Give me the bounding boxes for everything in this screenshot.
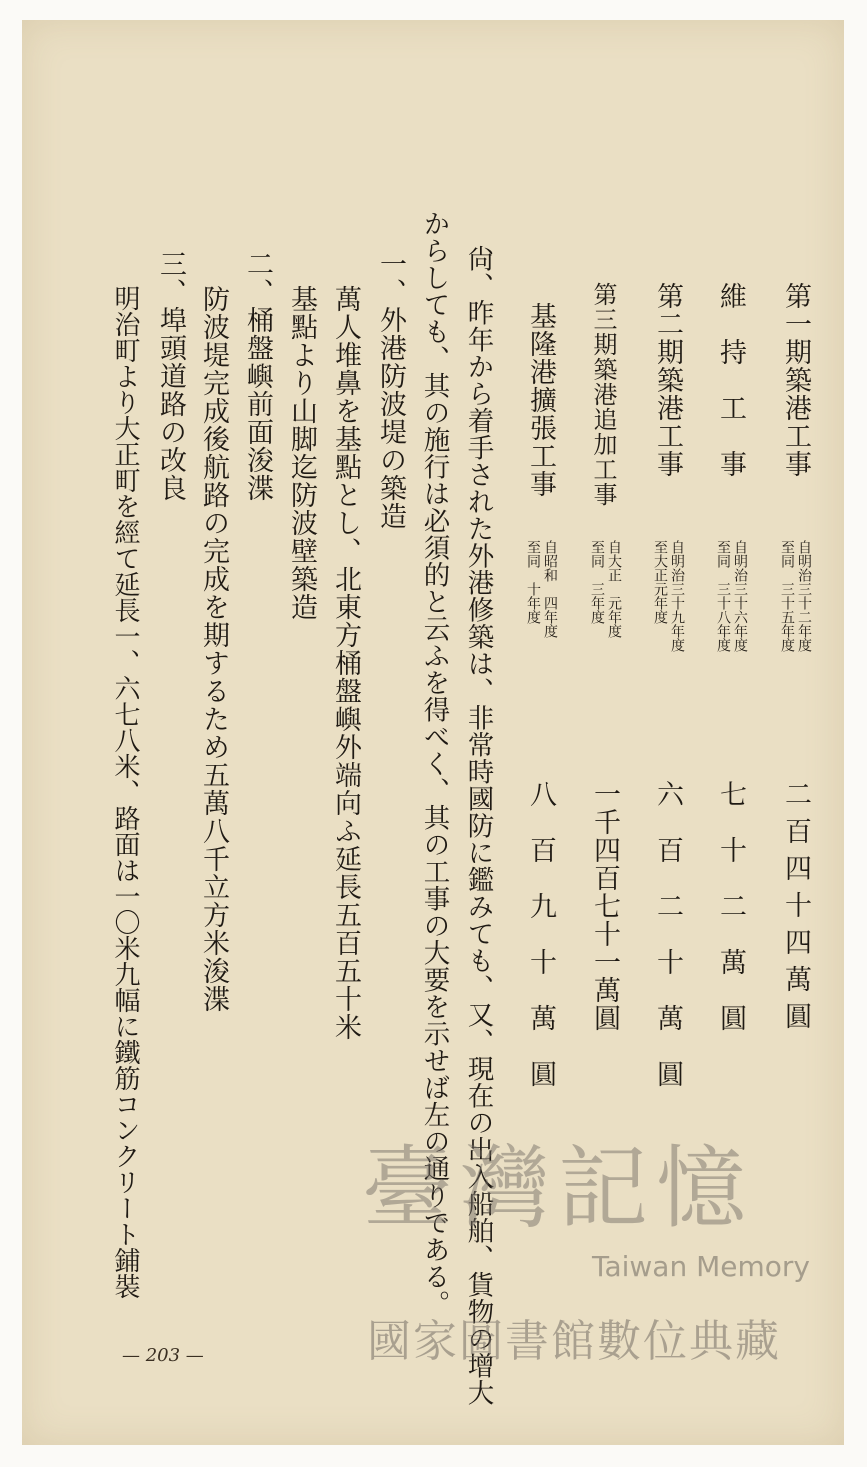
table-row-2-name: 維 持 工 事 bbox=[715, 282, 746, 478]
paragraph-line-2: からしても、其の施行は必須的と云ふを得べく、其の工事の大要を示せば左の通りである。 bbox=[418, 210, 450, 1317]
page-number: — 203 — bbox=[122, 1345, 204, 1366]
paragraph-line-1: 尙、昨年から着手された外港修築は、非常時國防に鑑みても、又、現在の出入船舶、貨物の增大 bbox=[462, 245, 494, 1406]
table-row-5-amount: 八 百 九 十 萬 圓 bbox=[525, 780, 556, 1088]
table-row-3-name: 第二期築港工事 bbox=[652, 282, 683, 478]
item-1-body-line-1: 萬人堆鼻を基點とし、北東方桶盤嶼外端向ふ延長五百五十米 bbox=[330, 285, 361, 1041]
table-row-3-period-from: 自明治三十九年度 bbox=[669, 540, 685, 652]
table-row-1-amount: 二百四十四萬圓 bbox=[780, 780, 811, 1039]
item-2-body-line-1: 防波堤完成後航路の完成を期するため五萬八千立方米浚渫 bbox=[198, 285, 229, 1013]
table-row-2-period-to: 至同 三十八年度 bbox=[715, 540, 731, 652]
table-row-2-amount: 七 十 二 萬 圓 bbox=[715, 780, 746, 1032]
watermark-calligraphy: 臺灣記憶 bbox=[362, 1136, 754, 1241]
table-row-5-period-from: 自昭和 四年度 bbox=[542, 540, 558, 638]
table-row-1-period-to: 至同 三十五年度 bbox=[779, 540, 795, 652]
item-1-heading: 一、外港防波堤の築造 bbox=[375, 250, 406, 530]
table-row-2-period-from: 自明治三十六年度 bbox=[732, 540, 748, 652]
item-3-body-line-1: 明治町より大正町を經て延長一、六七八米、路面は一〇米九幅に鐵筋コンクリート鋪裝 bbox=[110, 285, 140, 1299]
table-row-4-amount: 一千四百七十一萬圓 bbox=[589, 780, 620, 1032]
table-row-5-period-to: 至同 十年度 bbox=[525, 540, 541, 624]
table-row-5-name: 基隆港擴張工事 bbox=[525, 302, 556, 498]
table-row-4-period-from: 自大正 元年度 bbox=[606, 540, 622, 638]
table-row-1-period-from: 自明治三十二年度 bbox=[796, 540, 812, 652]
table-row-3-period-to: 至大正元年度 bbox=[652, 540, 668, 624]
table-row-1-name: 第一期築港工事 bbox=[780, 282, 811, 478]
scanned-page bbox=[22, 20, 844, 1445]
table-row-3-amount: 六 百 二 十 萬 圓 bbox=[652, 780, 683, 1088]
item-2-heading: 二、桶盤嶼前面浚渫 bbox=[242, 250, 273, 502]
item-1-body-line-2: 基點より山脚迄防波壁築造 bbox=[286, 285, 317, 621]
table-row-4-period-to: 至同 三年度 bbox=[589, 540, 605, 624]
item-3-heading: 三、埠頭道路の改良 bbox=[155, 250, 186, 502]
watermark-english: Taiwan Memory bbox=[592, 1250, 810, 1283]
watermark-chinese: 國家圖書館數位典藏 bbox=[367, 1316, 781, 1367]
table-row-4-name: 第三期築港追加工事 bbox=[589, 282, 617, 507]
